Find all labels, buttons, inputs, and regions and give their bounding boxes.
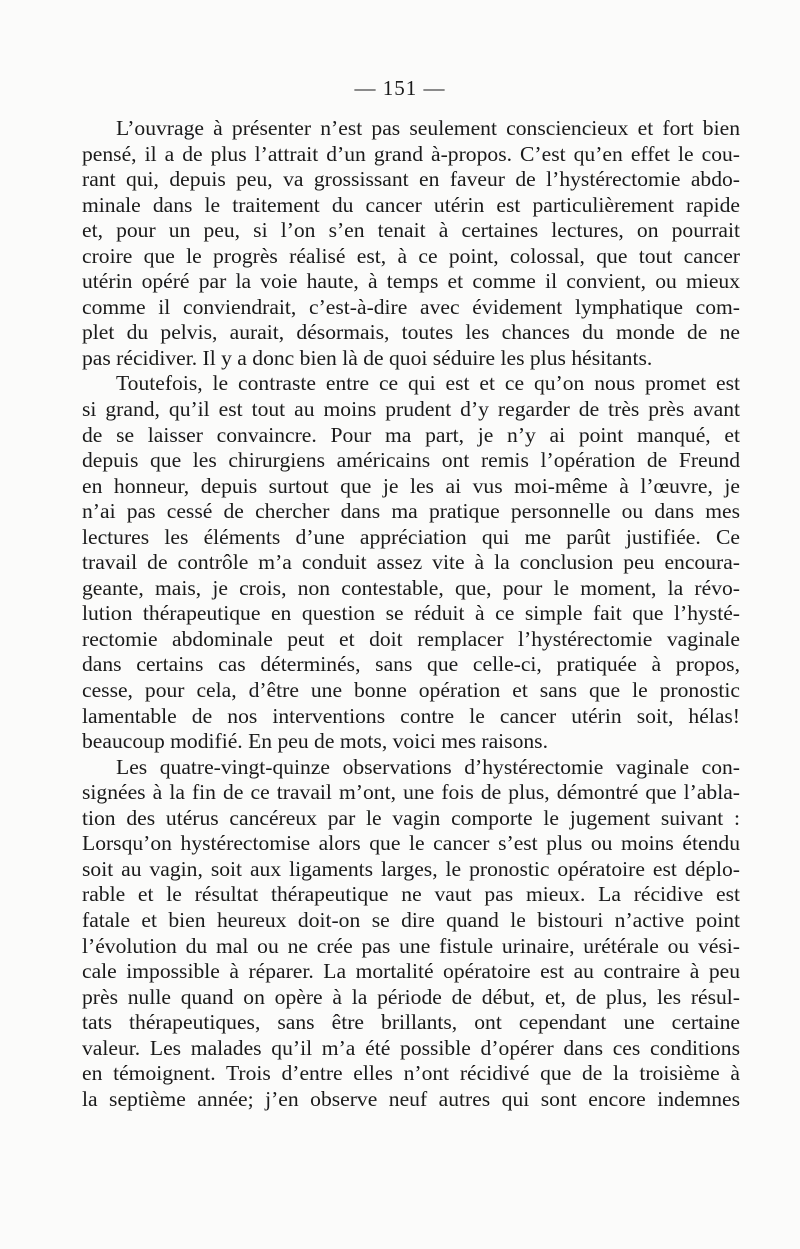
page-number: — 151 — (354, 76, 446, 100)
text-line: comme il conviendrait, c’est-à-dire avec évidement lymphatique com- (82, 294, 740, 319)
paragraph (82, 755, 740, 1113)
text-line: utérin opéré par la voie haute, à temps et comme il convient, ou mieux (82, 269, 740, 294)
paragraph (82, 116, 740, 371)
text-line: et, pour un peu, si l’on s’en tenait à certaines lectures, on pourrait (82, 218, 740, 243)
text-line: plet du pelvis, aurait, désormais, toutes les chances du monde de ne (82, 320, 740, 345)
text-line: cale impossible à réparer. La mortalité opératoire est au contraire à peu (82, 959, 740, 984)
text-line: près nulle quand on opère à la période de début, et, de plus, les résul- (82, 984, 740, 1009)
text-line: si grand, qu’il est tout au moins prudent d’y regarder de très près avant (82, 397, 740, 422)
text-line: tion des utérus cancéreux par le vagin comporte le jugement suivant : (82, 805, 740, 830)
text-line: en témoignent. Trois d’entre elles n’ont récidivé que de la troisième à (82, 1061, 740, 1086)
text-line: rable et le résultat thérapeutique ne vaut pas mieux. La récidive est (82, 882, 740, 907)
text-line: dans certains cas déterminés, sans que celle-ci, pratiquée à propos, (82, 652, 740, 677)
text-line: geante, mais, je crois, non contestable, que, pour le moment, la révo- (82, 575, 740, 600)
text-line: signées à la fin de ce travail m’ont, une fois de plus, démontré que l’abla- (82, 780, 740, 805)
text-line: lamentable de nos interventions contre le cancer utérin soit, hélas! (82, 703, 740, 728)
text-line: croire que le progrès réalisé est, à ce point, colossal, que tout cancer (82, 243, 740, 268)
text-line: fatale et bien heureux doit-on se dire quand le bistouri n’active point (82, 907, 740, 932)
text-line: lectures les éléments d’une appréciation qui me parût justifiée. Ce (82, 524, 740, 549)
paragraph (82, 371, 740, 754)
body-text (82, 116, 740, 1112)
text-line: depuis que les chirurgiens américains ont remis l’opération de Freund (82, 448, 740, 473)
text-line: soit au vagin, soit aux ligaments larges, le pronostic opératoire est déplo- (82, 856, 740, 881)
text-line: n’ai pas cessé de chercher dans ma pratique personnelle ou dans mes (82, 499, 740, 524)
text-line: Les quatre-vingt-quinze observations d’hystérectomie vaginale con- (116, 754, 740, 779)
text-line: travail de contrôle m’a conduit assez vite à la conclusion peu encoura- (82, 550, 740, 575)
text-line: L’ouvrage à présenter n’est pas seulement consciencieux et fort bien (116, 116, 740, 140)
text-line: pensé, il a de plus l’attrait d’un grand à-propos. C’est qu’en effet le cou- (82, 141, 740, 166)
text-line: pas récidiver. Il y a donc bien là de quoi séduire les plus hésitants. (82, 345, 653, 370)
text-line: Lorsqu’on hystérectomise alors que le cancer s’est plus ou moins étendu (82, 831, 740, 856)
text-line: valeur. Les malades qu’il m’a été possible d’opérer dans ces conditions (82, 1035, 740, 1060)
text-line: rant qui, depuis peu, va grossissant en faveur de l’hystérectomie abdo- (82, 167, 740, 192)
text-line: tats thérapeutiques, sans être brillants, ont cependant une certaine (82, 1010, 740, 1035)
text-line: minale dans le traitement du cancer utérin est particulièrement rapide (82, 192, 740, 217)
text-line: lution thérapeutique en question se réduit à ce simple fait que l’hysté- (82, 601, 740, 626)
text-line: Toutefois, le contraste entre ce qui est et ce qu’on nous promet est (116, 371, 740, 396)
text-line: en honneur, depuis surtout que je les ai vus moi-même à l’œuvre, je (82, 473, 740, 498)
text-line: l’évolution du mal ou ne crée pas une fistule urinaire, urétérale ou vési- (82, 933, 740, 958)
text-line: rectomie abdominale peut et doit remplacer l’hystérectomie vaginale (82, 626, 740, 651)
text-line: la septième année; j’en observe neuf autres qui sont encore indemnes (82, 1086, 740, 1111)
text-line: cesse, pour cela, d’être une bonne opération et sans que le pronostic (82, 678, 740, 703)
text-line: beaucoup modifié. En peu de mots, voici mes raisons. (82, 729, 548, 754)
text-line: de se laisser convaincre. Pour ma part, je n’y ai point manqué, et (82, 422, 740, 447)
